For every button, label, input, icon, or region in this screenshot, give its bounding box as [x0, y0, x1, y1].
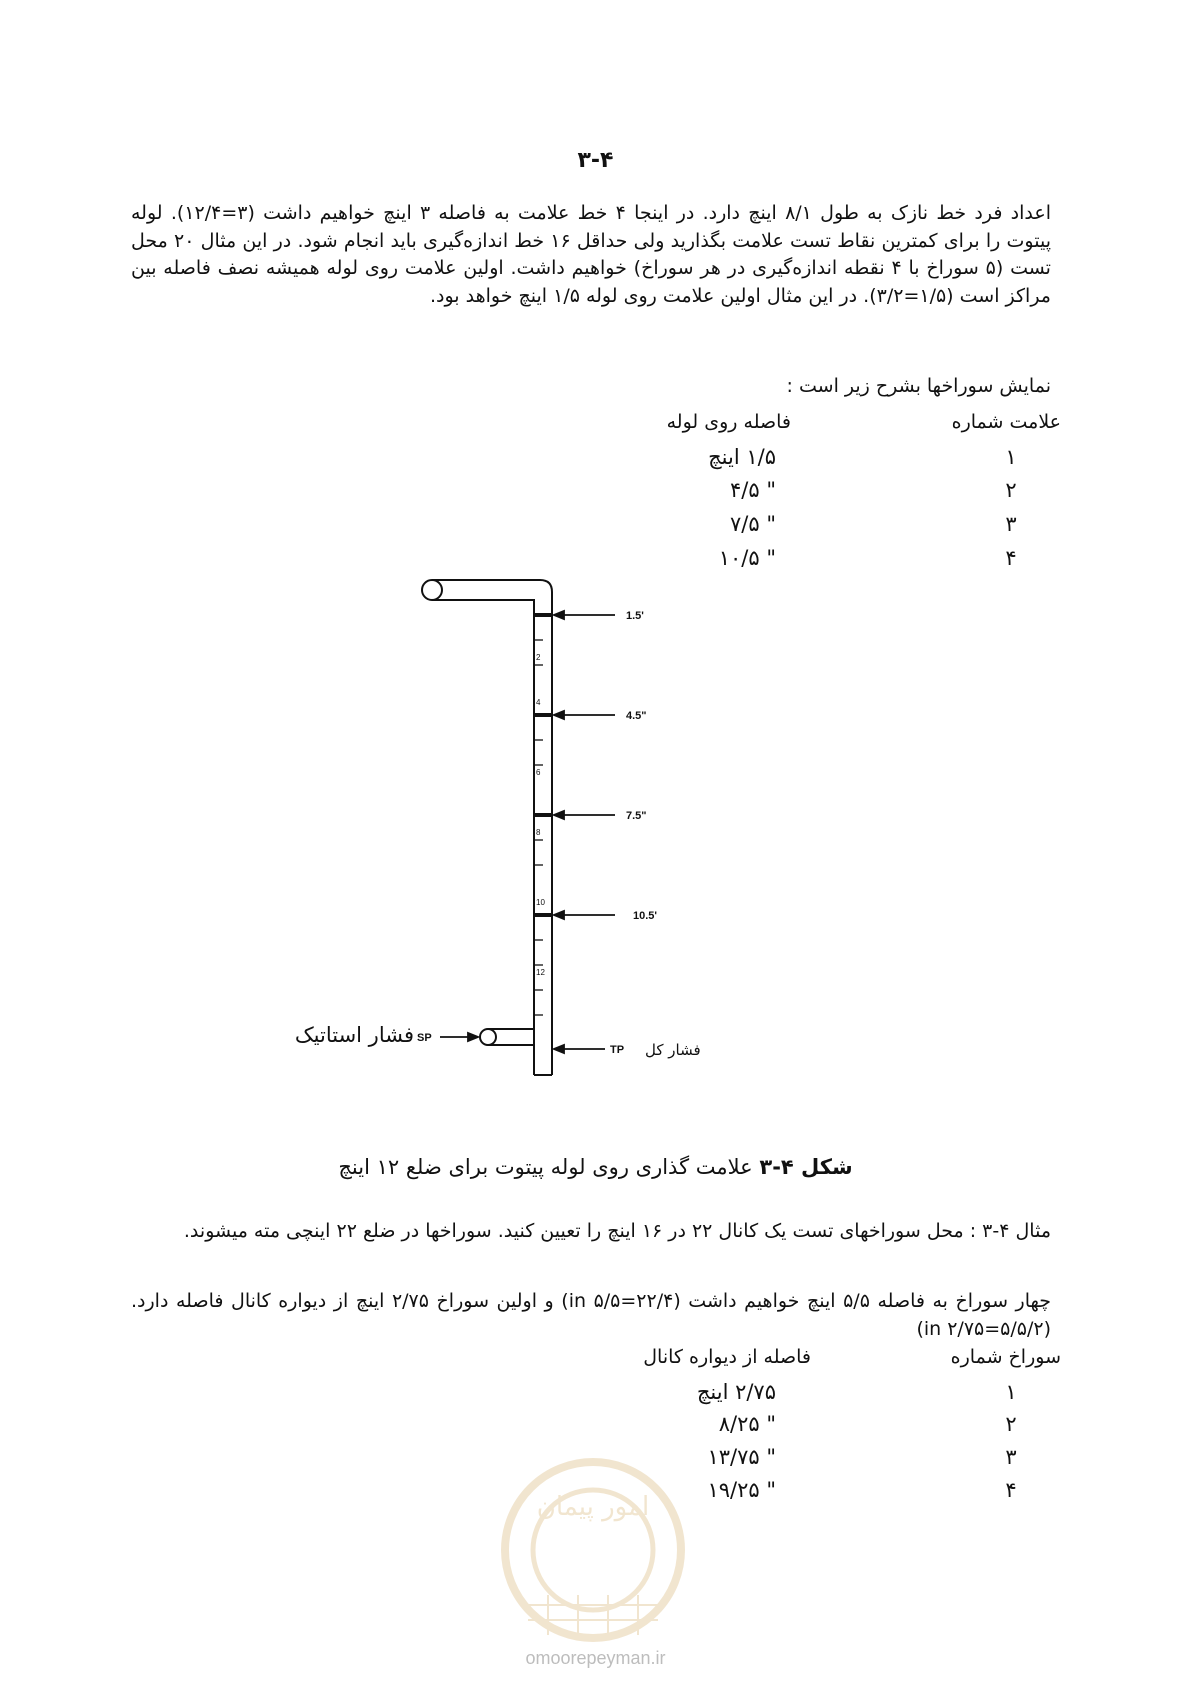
table1-row-number: ۲: [1005, 478, 1017, 502]
arrow-head-icon: [554, 611, 564, 619]
table2-header-distance: فاصله از دیواره کانال: [643, 1346, 811, 1368]
arrow-head-icon: [468, 1033, 478, 1041]
scale-number: 4: [536, 698, 541, 707]
table1-row-distance: " ۱۰/۵: [718, 546, 776, 570]
static-branch-bottom: [488, 1045, 534, 1075]
table1-header-distance: فاصله روی لوله: [666, 411, 791, 433]
tp-label: TP: [610, 1044, 625, 1056]
table1-header-number: علامت شماره: [951, 411, 1061, 433]
figure-caption: [0, 1155, 1191, 1179]
tube-top-opening: [422, 580, 442, 600]
total-pressure-annotation: فشار کل: [645, 1041, 701, 1059]
arrow-head-icon: [554, 711, 564, 719]
mark-label: 1.5': [626, 610, 644, 622]
table1-row-distance: ۱/۵ اینچ: [708, 445, 776, 469]
table2-row-distance: ۲/۷۵ اینچ: [696, 1380, 776, 1404]
tube-inner-wall: [432, 600, 534, 1045]
scale-number: 6: [536, 768, 541, 777]
table-intro-text: نمایش سوراخها بشرح زیر است :: [786, 375, 1051, 397]
table2-row-number: ۲: [1005, 1412, 1017, 1436]
figure-caption-text: علامت گذاری روی لوله پیتوت برای ضلع ۱۲ اینچ: [338, 1155, 753, 1179]
table2-row-distance: " ۱۳/۷۵: [707, 1445, 776, 1469]
table1-row-number: ۱: [1005, 445, 1017, 469]
figure-caption-prefix: شکل ۴-۳: [759, 1155, 853, 1179]
arrow-head-icon: [554, 1045, 564, 1053]
mark-label: 10.5': [633, 910, 658, 922]
mark-label: 4.5": [626, 710, 647, 722]
scale-number: 10: [536, 898, 545, 907]
static-port-opening: [480, 1029, 496, 1045]
table1-row-distance: " ۴/۵: [730, 478, 776, 502]
table1-row-number: ۳: [1005, 512, 1017, 536]
arrow-head-icon: [554, 911, 564, 919]
scale-number: 2: [536, 653, 541, 662]
sp-label: SP: [417, 1032, 432, 1044]
table1-row-number: ۴: [1005, 546, 1017, 570]
watermark-logo: [488, 1455, 698, 1655]
scale-number: 8: [536, 828, 541, 837]
table2-row-number: ۴: [1005, 1478, 1017, 1502]
arrow-head-icon: [554, 811, 564, 819]
pitot-tube-diagram: [280, 575, 800, 1105]
scale-number: 12: [536, 968, 545, 977]
body-paragraph-3: چهار سوراخ به فاصله ۵/۵ اینچ خواهیم داشت (in ۵/۵=۲۲/۴) و اولین سوراخ ۲/۷۵ اینچ از دیواره کانال فاصله دارد. (in ۲/۷۵=۵/۵/۲): [131, 1290, 1052, 1340]
page-number: ۳-۴: [577, 148, 614, 173]
table2-row-number: ۳: [1005, 1445, 1017, 1469]
table2-header-number: سوراخ شماره: [950, 1346, 1061, 1368]
body-paragraph-1: اعداد فرد خط نازک به طول ۸/۱ اینچ دارد. در اینجا ۴ خط علامت به فاصله ۳ اینچ خواهیم داشت (۳=۱۲/۴). لوله پیتوت را برای کمترین نقاط تست علامت بگذارید ولی حداقل ۱۶ خط اندازه‌گیری باید انجام شود. در این مثال ۲۰ محل تست (۵ سوراخ با ۴ نقطه اندازه‌گیری در هر سوراخ) خواهیم داشت. اولین علامت روی لوله همیشه نصف فاصله بین مراکز است (۱/۵=۳/۲). در این مثال اولین علامت روی لوله ۱/۵ اینچ خواهد بود.: [131, 202, 1051, 307]
static-pressure-annotation: فشار استاتیک: [294, 1023, 414, 1047]
watermark-logo-text: امور پیمان: [536, 1492, 650, 1522]
table2-row-distance: " ۸/۲۵: [718, 1412, 776, 1436]
mark-label: 7.5": [626, 810, 647, 822]
example-paragraph: مثال ۴-۳ : محل سوراخهای تست یک کانال ۲۲ در ۱۶ اینچ را تعیین کنید. سوراخها در ضلع ۲۲ اینچی مته میشوند.: [183, 1220, 1051, 1242]
table2-row-number: ۱: [1005, 1380, 1017, 1404]
table1-row-distance: " ۷/۵: [730, 512, 776, 536]
table2-row-distance: " ۱۹/۲۵: [707, 1478, 776, 1502]
watermark-url: omoorepeyman.ir: [525, 1648, 666, 1668]
